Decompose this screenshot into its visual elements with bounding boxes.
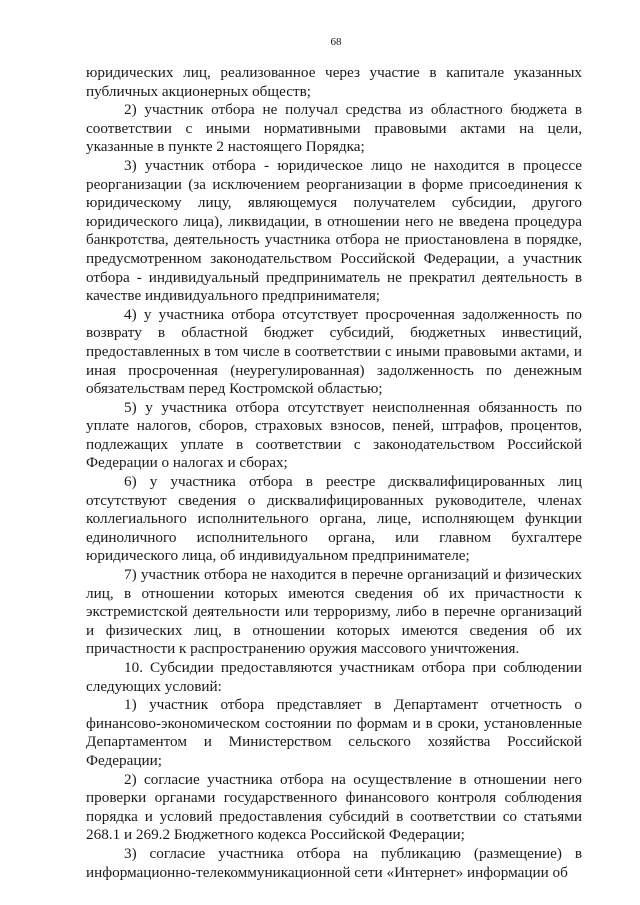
paragraph-item-2: 2) участник отбора не получал средства из областного бюджета в соответствии с иными нормативными правовыми актами на цели, указанные в пункте 2 настоящего Порядка; (86, 101, 582, 156)
paragraph-condition-2: 2) согласие участника отбора на осуществление в отношении него проверки органами государственного финансового контроля соблюдения порядка и условий предоставления субсидий в соответствии со статьями 268.1 и 269.2 Бюджетного кодекса Российской Федерации; (86, 770, 582, 844)
paragraph-section-10: 10. Субсидии предоставляются участникам отбора при соблюдении следующих условий: (86, 659, 582, 695)
paragraph-item-7: 7) участник отбора не находится в перечне организаций и физических лиц, в отношении которых имеются сведения об их причастности к экстремистской деятельности или терроризму, либо в перечне организаций и физических лиц, в отношении которых имеются сведения об их причастности к распространению оружия массового уничтожения. (86, 566, 582, 658)
paragraph-item-5: 5) у участника отбора отсутствует неисполненная обязанность по уплате налогов, сборов, страховых взносов, пеней, штрафов, процентов, подлежащих уплате в соответствии с законодательством Российской Федерации о налогах и сборах; (86, 398, 582, 472)
paragraph-continuation: юридических лиц, реализованное через участие в капитале указанных публичных акционерных обществ; (86, 64, 582, 100)
page-number: 68 (330, 36, 342, 48)
paragraph-item-6: 6) у участника отбора в реестре дисквалифицированных лиц отсутствуют сведения о дисквалифицированных руководителе, членах коллегиального исполнительного органа, лице, исполняющем функции единоличного исполнительного органа, или главном бухгалтере юридического лица, об индивидуальном предпринимателе; (86, 473, 582, 565)
paragraph-condition-3: 3) согласие участника отбора на публикацию (размещение) в информационно-телекоммуникационной сети «Интернет» информации об (86, 844, 582, 881)
paragraph-condition-1: 1) участник отбора представляет в Департамент отчетность о финансово-экономическом состоянии по формам и в сроки, установленные Департаментом и Министерством сельского хозяйства Российской Федерации; (86, 696, 582, 769)
paragraph-item-3: 3) участник отбора - юридическое лицо не находится в процессе реорганизации (за исключением реорганизации в форме присоединения к юридическому лицу, являющемуся получателем субсидии, другого юридического лица), ликвидации, в отношении него не введена процедура банкротства, деятельность участника отбора не приостановлена в порядке, предусмотренном законодательством Российской Федерации, а участник отбора - индивидуальный предприниматель не прекратил деятельность в качестве индивидуального предпринимателя; (86, 156, 582, 305)
document-body (86, 64, 582, 882)
paragraph-item-4: 4) у участника отбора отсутствует просроченная задолженность по возврату в областной бюджет субсидий, бюджетных инвестиций, предоставленных в том числе в соответствии с иными правовыми актами, и иная просроченная (неурегулированная) задолженность по денежным обязательствам перед Костромской областью; (86, 305, 582, 398)
